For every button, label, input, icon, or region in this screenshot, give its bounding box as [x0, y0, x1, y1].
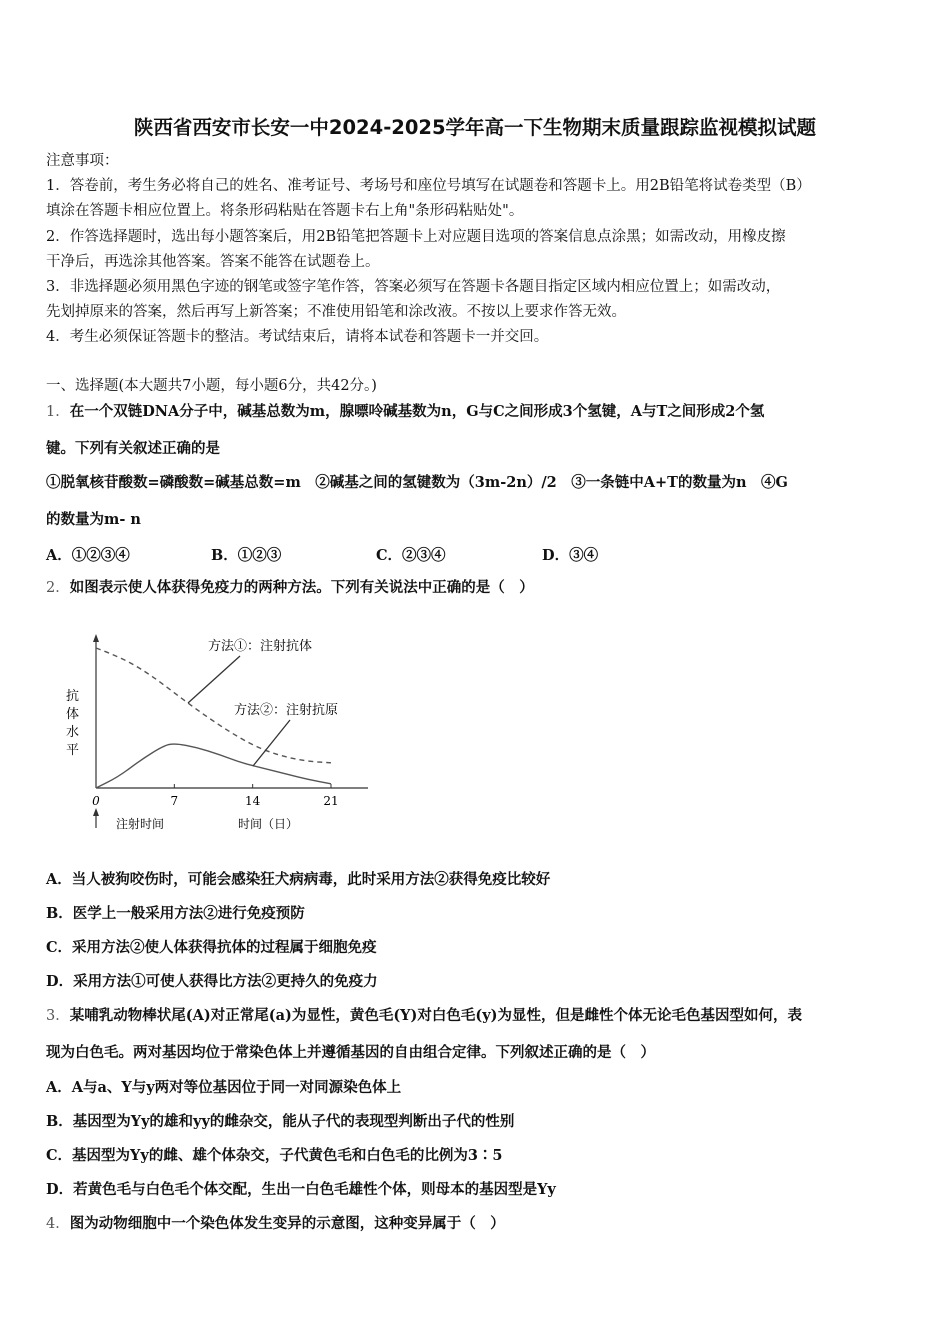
page-title: 陕西省西安市长安一中2024-2025学年高一下生物期末质量跟踪监视模拟试题: [133, 116, 817, 139]
notice-line: 1．答卷前，考生务必将自己的姓名、准考证号、考场号和座位号填写在试题卷和答题卡上。用2B铅笔将试卷类型（B）: [46, 178, 811, 194]
question-stem: 某哺乳动物棒状尾(A)对正常尾(a)为显性，黄色毛(Y)对白色毛(y)为显性，但是雌性个体无论毛色基因型如何，表: [69, 1007, 803, 1024]
question-number: 1．: [46, 404, 70, 420]
notice-line: 3．非选择题必须用黑色字迹的钢笔或签字笔作答，答案必须写在答题卡各题目指定区域内相应位置上；如需改动，: [46, 279, 781, 295]
notice-line: 4．考生必须保证答题卡的整洁。考试结束后，请将本试卷和答题卡一并交回。: [46, 329, 549, 345]
x-tick-label: 0: [92, 794, 100, 808]
question-statements: ①脱氧核苷酸数=磷酸数=碱基总数=m ②碱基之间的氢键数为（3m-2n）/2 ③一条链中A+T的数量为n ④G: [46, 474, 788, 491]
x-tick-label: 14: [245, 794, 261, 808]
notice-line: 2．作答选择题时，选出每小题答案后，用2B铅笔把答题卡上对应题目选项的答案信息点涂黑；如需改动，用橡皮擦: [46, 229, 786, 245]
question-stem: 现为白色毛。两对基因均位于常染色体上并遵循基因的自由组合定律。下列叙述正确的是（ ）: [46, 1044, 655, 1061]
q3-option-a[interactable]: A．A与a、Y与y两对等位基因位于同一对同源染色体上: [46, 1079, 402, 1096]
notice-heading: 注意事项：: [46, 153, 119, 169]
y-axis-arrow: [93, 634, 99, 642]
antibody-chart: [58, 628, 378, 838]
x-axis-label: 时间（日）: [238, 817, 299, 831]
notice-line: 填涂在答题卡相应位置上。将条形码粘贴在答题卡右上角"条形码粘贴处"。: [46, 203, 524, 219]
legend-method2: 方法②：注射抗原: [234, 703, 339, 718]
q2-option-b[interactable]: B．医学上一般采用方法②进行免疫预防: [46, 905, 305, 922]
notice-line: 先划掉原来的答案，然后再写上新答案；不准使用铅笔和涂改液。不按以上要求作答无效。: [46, 304, 626, 320]
option-c[interactable]: C．②③④: [376, 547, 446, 564]
y-label-char: 水: [66, 725, 80, 740]
q3-option-b[interactable]: B．基因型为Yy的雄和yy的雌杂交，能从子代的表现型判断出子代的性别: [46, 1113, 515, 1130]
question-stem: 键。下列有关叙述正确的是: [46, 440, 220, 457]
question-stem: 在一个双链DNA分子中，碱基总数为m，腺嘌呤碱基数为n，G与C之间形成3个氢键，A与T之间形成2个氢: [69, 403, 765, 420]
question-4: [46, 1215, 505, 1233]
notice-line: 干净后，再选涂其他答案。答案不能答在试题卷上。: [46, 254, 380, 270]
q2-option-a[interactable]: A．当人被狗咬伤时，可能会感染狂犬病病毒，此时采用方法②获得免疫比较好: [46, 871, 551, 888]
x-tick-label: 21: [323, 794, 339, 808]
method2-pointer: [253, 720, 290, 766]
legend-method1: 方法①：注射抗体: [208, 639, 313, 654]
option-a[interactable]: A．①②③④: [46, 547, 130, 564]
option-b[interactable]: B．①②③: [211, 547, 282, 564]
q3-option-c[interactable]: C．基因型为Yy的雌、雄个体杂交，子代黄色毛和白色毛的比例为3∶5: [46, 1147, 503, 1164]
series-line-method2: [96, 744, 331, 788]
injection-arrow-head: [93, 808, 99, 816]
question-number: 3．: [46, 1008, 70, 1024]
y-label-char: 体: [66, 707, 80, 722]
question-stem: 如图表示使人体获得免疫力的两种方法。下列有关说法中正确的是（ ）: [69, 579, 534, 596]
section-heading: 一、选择题(本大题共7小题，每小题6分，共42分。): [46, 378, 377, 394]
question-number: 2．: [46, 580, 70, 596]
injection-label: 注射时间: [116, 817, 165, 831]
method1-pointer: [188, 656, 240, 703]
option-d[interactable]: D．③④: [542, 547, 599, 564]
q2-option-d[interactable]: D．采用方法①可使人获得比方法②更持久的免疫力: [46, 973, 378, 990]
question-1: [46, 403, 764, 421]
question-3: [46, 1007, 802, 1025]
q2-option-c[interactable]: C．采用方法②使人体获得抗体的过程属于细胞免疫: [46, 939, 377, 956]
question-stem: 图为动物细胞中一个染色体发生变异的示意图，这种变异属于（ ）: [69, 1215, 505, 1232]
y-label-char: 抗: [66, 689, 80, 704]
y-label-char: 平: [66, 743, 80, 758]
q3-option-d[interactable]: D．若黄色毛与白色毛个体交配，生出一白色毛雄性个体，则母本的基因型是Yy: [46, 1181, 556, 1198]
question-number: 4．: [46, 1216, 70, 1232]
question-2: [46, 579, 534, 597]
x-tick-label: 7: [170, 794, 179, 808]
question-statements: 的数量为m- n: [46, 511, 141, 528]
